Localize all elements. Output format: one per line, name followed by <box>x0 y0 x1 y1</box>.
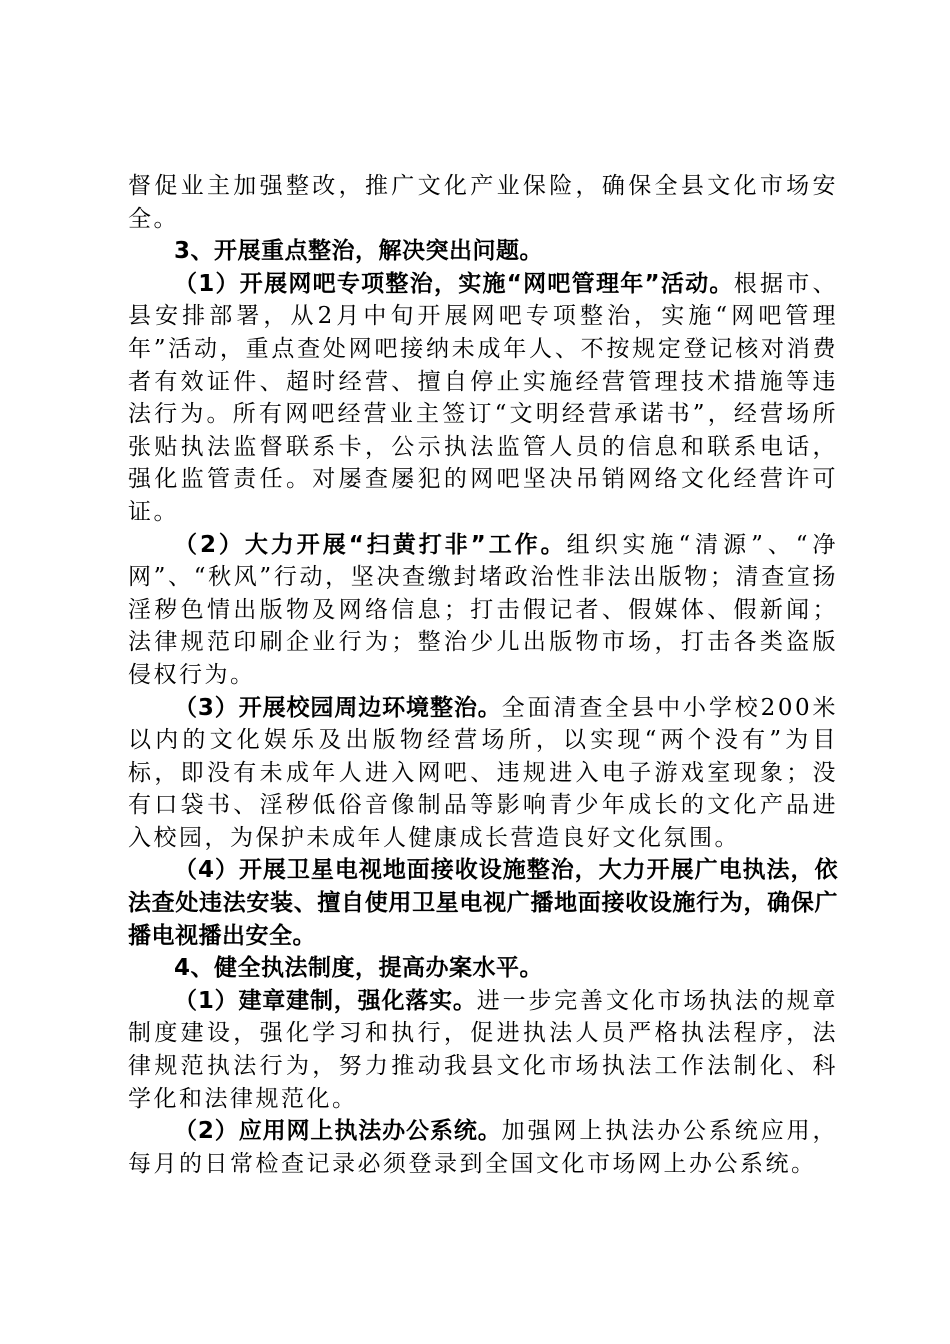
paragraph-lead: （2）应用网上执法办公系统。 <box>174 1118 502 1145</box>
paragraph-text: 根据市、县安排部署，从2月中旬开展网吧专项整治，实施“网吧管理年”活动，重点查处网吧接纳未成年人、不按规定登记核对消费者有效证件、超时经营、擅自停止实施经营管理技术措施等违法行为。所有网吧经营业主签订“文明经营承诺书”，经营场所张贴执法监督联系卡，公示执法监管人员的信息和联系电话，强化监管责任。对屡查屡犯的网吧坚决吊销网络文化经营许可证。 <box>128 270 838 525</box>
paragraph-regulations <box>128 985 838 1115</box>
paragraph-online-system <box>128 1115 838 1180</box>
paragraph-campus-environment <box>128 692 838 855</box>
paragraph-lead: （3）开展校园周边环境整治。 <box>174 694 502 721</box>
paragraph-anti-pornography <box>128 529 838 692</box>
section-heading-4 <box>128 952 838 985</box>
paragraph-text: 全面清查全县中小学校200米以内的文化娱乐及出版物经营场所，以实现“两个没有”为目标，即没有未成年人进入网吧、违规进入电子游戏室现象；没有口袋书、淫秽低俗音像制品等影响青少年成长的文化产品进入校园，为保护未成年人健康成长营造良好文化氛围。 <box>128 694 838 851</box>
paragraph-text: 督促业主加强整改，推广文化产业保险，确保全县文化市场安全。 <box>128 173 838 232</box>
paragraph-lead: （4）开展卫星电视地面接收设施整治，大力开展广电执法，依法查处违法安装、擅自使用卫星电视广播地面接收设施行为，确保广播电视播出安全。 <box>128 857 838 949</box>
section-heading-text: 4、健全执法制度，提高办案水平。 <box>174 955 544 982</box>
paragraph-lead: （2）大力开展“扫黄打非”工作。 <box>174 531 567 558</box>
paragraph-lead: （1）建章建制，强化落实。 <box>174 987 477 1014</box>
document-body <box>128 170 838 1180</box>
paragraph-lead: （1）开展网吧专项整治，实施“网吧管理年”活动。 <box>174 270 734 297</box>
section-heading-text: 3、开展重点整治，解决突出问题。 <box>174 238 544 265</box>
paragraph-internet-cafe <box>128 268 838 529</box>
section-heading-3 <box>128 235 838 268</box>
paragraph-satellite-tv <box>128 854 838 952</box>
paragraph-text: 进一步完善文化市场执法的规章制度建设，强化学习和执行，促进执法人员严格执法程序，法律规范执法行为，努力推动我县文化市场执法工作法制化、科学化和法律规范化。 <box>128 987 838 1112</box>
paragraph-text: 加强网上执法办公系统应用，每月的日常检查记录必须登录到全国文化市场网上办公系统。 <box>128 1118 838 1177</box>
paragraph-continuation <box>128 170 838 235</box>
paragraph-text: 组织实施“清源”、“净网”、“秋风”行动，坚决查缴封堵政治性非法出版物；清查宣扬淫秽色情出版物及网络信息；打击假记者、假媒体、假新闻；法律规范印刷企业行为；整治少儿出版物市场，打击各类盗版侵权行为。 <box>128 531 838 688</box>
